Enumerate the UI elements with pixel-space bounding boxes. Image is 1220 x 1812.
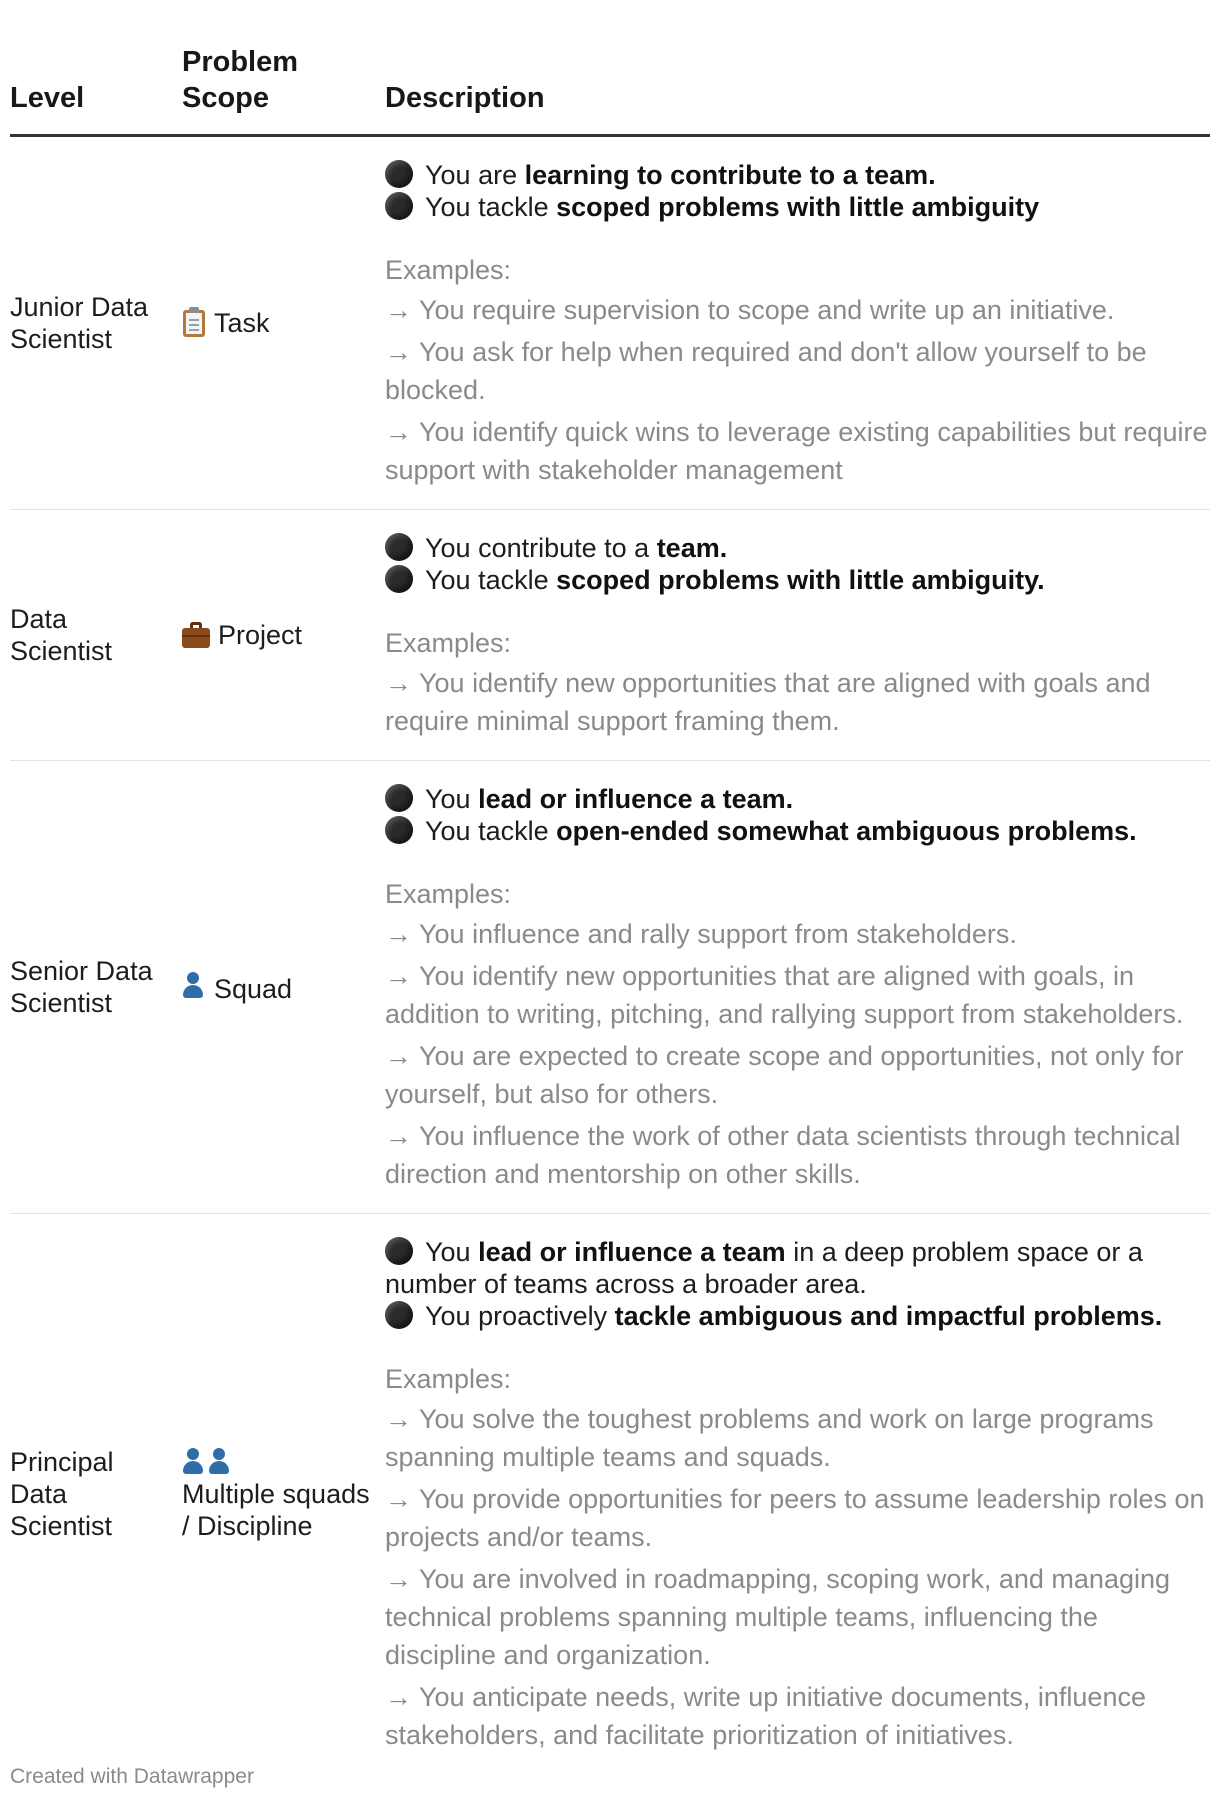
header-level[interactable]: Level (10, 0, 182, 136)
level-cell: Junior Data Scientist (10, 136, 182, 510)
description-cell (385, 761, 1210, 1214)
scope-label: Squad (214, 973, 293, 1004)
bullet-point (385, 815, 1210, 847)
bullet-point (385, 564, 1210, 596)
bullet-point (385, 783, 1210, 815)
bullet-bold-text: lead or influence a team. (478, 784, 794, 814)
bullet-bold-text: lead or influence a team (478, 1237, 786, 1267)
table-header-row (10, 0, 1210, 136)
scope-label: Multiple squads / Discipline (182, 1479, 370, 1541)
bullet-text: You tackle (425, 565, 557, 595)
scope-cell (182, 761, 385, 1214)
career-levels-table (10, 0, 1210, 1774)
example-item: → You ask for help when required and don't allow yourself to be blocked. (385, 337, 1147, 405)
examples-label: Examples: (385, 628, 512, 658)
example-item: → You identify new opportunities that are aligned with goals and require minimal support framing them. (385, 668, 1151, 736)
bullet-text: You tackle (425, 192, 557, 222)
examples-label: Examples: (385, 1364, 512, 1394)
clipboard-icon (182, 307, 206, 337)
example-item: → You require supervision to scope and write up an initiative. (385, 295, 1115, 325)
level-cell: Data Scientist (10, 510, 182, 761)
example-item: → You provide opportunities for peers to assume leadership roles on projects and/or teams. (385, 1484, 1205, 1552)
examples-label: Examples: (385, 879, 512, 909)
description-cell (385, 1214, 1210, 1775)
black-circle-icon (385, 784, 413, 812)
header-description[interactable]: Description (385, 0, 1210, 136)
bullet-bold-text: team. (656, 533, 728, 563)
scope-label: Project (218, 620, 303, 650)
example-item: → You anticipate needs, write up initiative documents, influence stakeholders, and facilitate prioritization of initiatives. (385, 1682, 1146, 1750)
bullet-point (385, 1236, 1210, 1300)
examples-block (385, 877, 1210, 1193)
black-circle-icon (385, 1237, 413, 1265)
level-cell: Principal Data Scientist (10, 1447, 114, 1541)
bullet-text: in a deep problem space or a number of teams across a broader area. (385, 1237, 1143, 1299)
black-circle-icon (385, 192, 413, 220)
bullet-point (385, 1300, 1210, 1332)
black-circle-icon (385, 816, 413, 844)
table-row (10, 761, 1210, 1214)
description-cell (385, 510, 1210, 761)
people-icon (182, 1446, 375, 1478)
description-cell (385, 136, 1210, 510)
examples-block (385, 626, 1210, 740)
example-item: → You are involved in roadmapping, scoping work, and managing technical problems spanning multiple teams, influencing the discipline and organization. (385, 1564, 1171, 1670)
bullet-point (385, 191, 1210, 223)
bullet-bold-text: scoped problems with little ambiguity. (556, 565, 1045, 595)
header-problem-scope[interactable]: Problem Scope (182, 0, 385, 136)
bullet-text: You tackle (425, 816, 557, 846)
scope-label: Task (214, 308, 270, 338)
bullet-text: You (425, 784, 479, 814)
example-item: → You are expected to create scope and opportunities, not only for yourself, but also for others. (385, 1041, 1184, 1109)
example-item: → You influence the work of other data scientists through technical direction and mentorship on other skills. (385, 1121, 1181, 1189)
bullet-bold-text: open-ended somewhat ambiguous problems. (556, 816, 1137, 846)
bullet-point (385, 159, 1210, 191)
level-cell: Senior Data Scientist (10, 761, 182, 1214)
example-item: → You identify quick wins to leverage existing capabilities but require support with stakeholder management (385, 417, 1208, 485)
bullet-text: You are (425, 160, 525, 190)
bullet-text: You contribute to a (425, 533, 657, 563)
example-item: → You influence and rally support from stakeholders. (385, 919, 1017, 949)
scope-cell (182, 136, 385, 510)
table-row (10, 510, 1210, 761)
table-row (10, 136, 1210, 510)
bullet-text: You proactively (425, 1301, 615, 1331)
person-icon (182, 970, 204, 1002)
table-row (10, 1214, 1210, 1775)
examples-block (385, 253, 1210, 489)
bullet-bold-text: scoped problems with little ambiguity (556, 192, 1040, 222)
bullet-point (385, 532, 1210, 564)
bullet-text: You (425, 1237, 479, 1267)
bullet-bold-text: learning to contribute to a team. (524, 160, 936, 190)
briefcase-icon (182, 622, 210, 648)
datawrapper-credit[interactable]: Created with Datawrapper (10, 1765, 254, 1788)
black-circle-icon (385, 533, 413, 561)
bullet-bold-text: tackle ambiguous and impactful problems. (614, 1301, 1163, 1331)
example-item: → You identify new opportunities that are aligned with goals, in addition to writing, pitching, and rallying support from stakeholders. (385, 961, 1184, 1029)
black-circle-icon (385, 1301, 413, 1329)
example-item: → You solve the toughest problems and work on large programs spanning multiple teams and squads. (385, 1404, 1154, 1472)
black-circle-icon (385, 160, 413, 188)
table-container (10, 0, 1210, 1774)
scope-cell (182, 1214, 385, 1775)
examples-label: Examples: (385, 255, 512, 285)
black-circle-icon (385, 565, 413, 593)
examples-block (385, 1362, 1210, 1754)
scope-cell (182, 510, 385, 761)
